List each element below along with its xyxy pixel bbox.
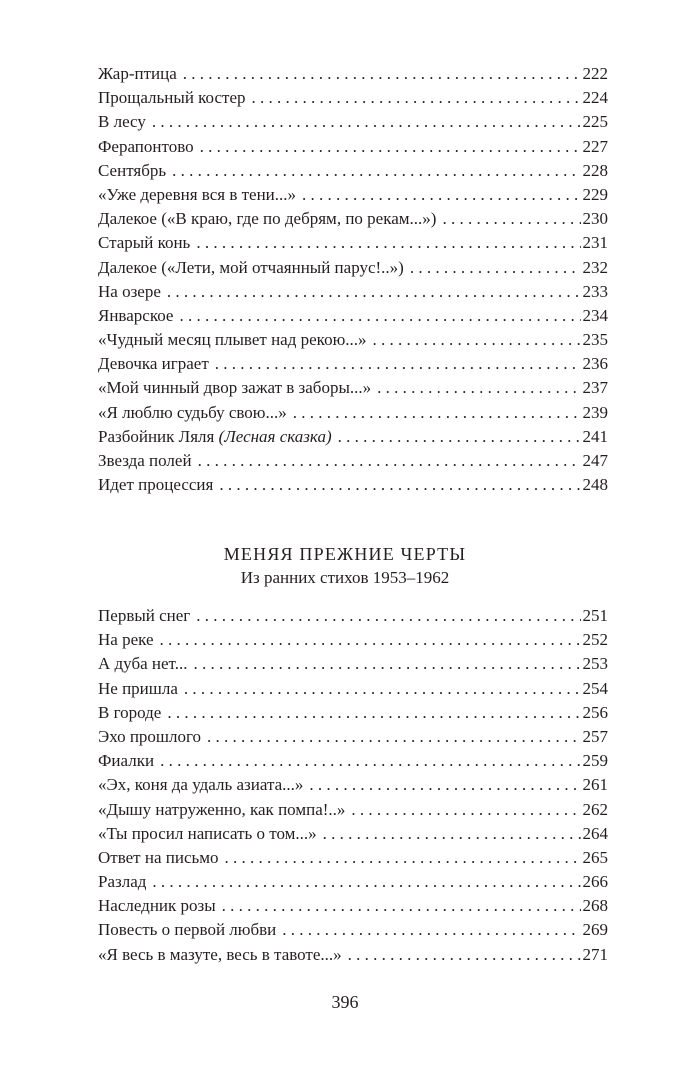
toc-entry <box>98 943 608 967</box>
toc-entry-title: Первый снег <box>98 606 191 625</box>
toc-entry-page: 251 <box>582 606 608 625</box>
toc-entry-page: 271 <box>582 944 608 964</box>
toc-entry-title: Жар-птица <box>98 64 177 83</box>
dot-leader <box>196 231 580 255</box>
toc-entry-page: 257 <box>582 726 608 746</box>
toc-entry-title: Сентябрь <box>98 160 167 180</box>
toc-entry-title: Разлад <box>98 872 147 892</box>
toc-entry <box>98 183 608 207</box>
toc-entry-title: «Чудный месяц плывет над рекою...» <box>98 330 367 350</box>
toc-entry-page: 247 <box>582 451 608 470</box>
toc-entry <box>98 725 608 749</box>
toc-entry-page: 261 <box>582 775 608 795</box>
toc-entry <box>98 473 608 497</box>
toc-entry-title: А дуба нет... <box>98 654 188 674</box>
toc-entry <box>98 628 608 652</box>
toc-entry <box>98 894 608 918</box>
toc-entry <box>98 110 608 134</box>
toc-entry-title: Фиалки <box>98 751 155 771</box>
toc-entry <box>98 449 608 473</box>
dot-leader <box>442 207 580 231</box>
toc-entry-title: «Дышу натруженно, как помпа!..» <box>98 799 346 819</box>
toc-entry <box>98 304 608 328</box>
toc-entry <box>98 652 608 676</box>
toc-entry-page: 237 <box>582 378 608 398</box>
dot-leader <box>377 376 580 400</box>
dot-leader <box>172 159 580 183</box>
toc-entry-page: 225 <box>582 112 608 132</box>
dot-leader <box>219 473 580 497</box>
toc-entry <box>98 352 608 376</box>
toc-entry-title: Наследник розы <box>98 896 216 916</box>
toc-entry <box>98 425 608 449</box>
toc-entry-page: 265 <box>582 847 608 867</box>
toc-entry-title: Идет процессия <box>98 475 214 495</box>
toc-entry <box>98 328 608 352</box>
toc-entry-title: Ответ на письмо <box>98 847 219 867</box>
dot-leader <box>196 604 580 628</box>
toc-entry <box>98 604 608 628</box>
toc-entry-page: 235 <box>582 330 608 350</box>
dot-leader <box>351 798 580 822</box>
dot-leader <box>252 86 581 110</box>
dot-leader <box>293 401 581 425</box>
dot-leader <box>222 894 581 918</box>
toc-entry-title: Старый конь <box>98 233 191 253</box>
dot-leader <box>282 918 580 942</box>
toc-entry-page: 232 <box>582 257 608 277</box>
toc-entry-title: «Уже деревня вся в тени...» <box>98 184 297 204</box>
toc-entry <box>98 135 608 159</box>
toc-list-part-1 <box>98 62 608 497</box>
toc-entry-page: 222 <box>582 64 608 83</box>
toc-entry-page: 229 <box>582 184 608 204</box>
toc-entry-title: На озере <box>98 281 161 301</box>
toc-entry-page: 231 <box>582 233 608 253</box>
toc-entry-title: «Я люблю судьбу свою...» <box>98 402 287 422</box>
section-subheading: Из ранних стихов 1953–1962 <box>240 568 450 587</box>
toc-entry-title: Ферапонтово <box>98 136 194 156</box>
toc-entry-title: «Мой чинный двор зажат в заборы...» <box>98 378 372 398</box>
toc-entry-title: Далекое («В краю, где по дебрям, по рекам...») <box>98 209 437 229</box>
toc-entry <box>98 86 608 110</box>
dot-leader <box>179 304 580 328</box>
dot-leader <box>373 328 581 352</box>
dot-leader <box>152 110 581 134</box>
toc-entry <box>98 918 608 942</box>
dot-leader <box>348 943 581 967</box>
toc-entry-title: «Ты просил написать о том...» <box>98 823 317 843</box>
dot-leader <box>183 62 581 86</box>
toc-entry-title: «Эх, коня да удаль азиата...» <box>98 775 304 795</box>
dot-leader <box>302 183 580 207</box>
toc-entry-title: В лесу <box>98 112 146 132</box>
dot-leader <box>193 652 580 676</box>
toc-entry <box>98 822 608 846</box>
dot-leader <box>184 677 581 701</box>
dot-leader <box>323 822 581 846</box>
toc-entry-title: Эхо прошлого <box>98 726 202 746</box>
toc-entry <box>98 159 608 183</box>
toc-entry-page: 234 <box>582 305 608 325</box>
section-heading: МЕНЯЯ ПРЕЖНИЕ ЧЕРТЫ <box>223 544 467 564</box>
toc-entry <box>98 401 608 425</box>
toc-entry-page: 236 <box>582 354 608 374</box>
toc-entry-page: 253 <box>582 654 608 674</box>
toc-entry-title: Звезда полей <box>98 451 192 470</box>
toc-entry-title <box>98 425 338 449</box>
toc-entry-title: Повесть о первой любви <box>98 920 277 940</box>
toc-entry-page: 224 <box>582 88 608 108</box>
toc-entry-page: 256 <box>582 702 608 722</box>
dot-leader <box>215 352 581 376</box>
page-number: 396 <box>331 992 359 1012</box>
dot-leader <box>152 870 580 894</box>
toc-entry-title-main: Разбойник Ляля <box>98 426 215 446</box>
toc-entry <box>98 701 608 725</box>
toc-entry <box>98 870 608 894</box>
toc-entry-title: Не пришла <box>98 678 178 698</box>
dot-leader <box>207 725 580 749</box>
toc-entry-title: Прощальный костер <box>98 88 246 108</box>
toc-entry-title: На реке <box>98 630 154 650</box>
dot-leader <box>338 425 581 449</box>
toc-entry-page: 264 <box>582 823 608 843</box>
toc-entry <box>98 773 608 797</box>
toc-entry-page: 262 <box>582 799 608 819</box>
toc-entry-page: 269 <box>582 920 608 940</box>
toc-entry-page: 268 <box>582 896 608 916</box>
toc-entry-title-subtitle: (Лесная сказка) <box>218 426 332 446</box>
dot-leader <box>160 749 580 773</box>
toc-entry <box>98 62 608 86</box>
toc-entry-title: Девочка играет <box>98 354 209 374</box>
toc-entry-page: 227 <box>582 136 608 156</box>
toc-entry <box>98 280 608 304</box>
dot-leader <box>200 135 581 159</box>
toc-entry <box>98 231 608 255</box>
toc-entry-page: 230 <box>582 209 608 229</box>
toc-entry <box>98 749 608 773</box>
toc-entry-page: 241 <box>582 426 608 446</box>
toc-entry-page: 259 <box>582 751 608 771</box>
toc-entry-title: «Я весь в мазуте, весь в тавоте...» <box>98 944 342 964</box>
dot-leader <box>167 280 581 304</box>
dot-leader <box>225 846 581 870</box>
toc-list-part-2 <box>98 604 608 967</box>
toc-entry-page: 228 <box>582 160 608 180</box>
toc-entry-page: 239 <box>582 402 608 422</box>
toc-entry-page: 266 <box>582 872 608 892</box>
toc-entry <box>98 677 608 701</box>
dot-leader <box>410 256 581 280</box>
toc-entry-title: Далекое («Лети, мой отчаянный парус!..») <box>98 257 404 277</box>
toc-entry-title: Январское <box>98 305 174 325</box>
dot-leader <box>167 701 580 725</box>
toc-entry-page: 252 <box>582 630 608 650</box>
toc-entry-title: В городе <box>98 702 162 722</box>
toc-entry <box>98 207 608 231</box>
toc-entry-page: 248 <box>582 475 608 495</box>
dot-leader <box>309 773 580 797</box>
dot-leader <box>198 449 581 473</box>
toc-entry-page: 254 <box>582 678 608 698</box>
toc-entry <box>98 846 608 870</box>
toc-entry <box>98 376 608 400</box>
toc-entry <box>98 256 608 280</box>
toc-entry <box>98 798 608 822</box>
toc-entry-page: 233 <box>582 281 608 301</box>
dot-leader <box>160 628 581 652</box>
